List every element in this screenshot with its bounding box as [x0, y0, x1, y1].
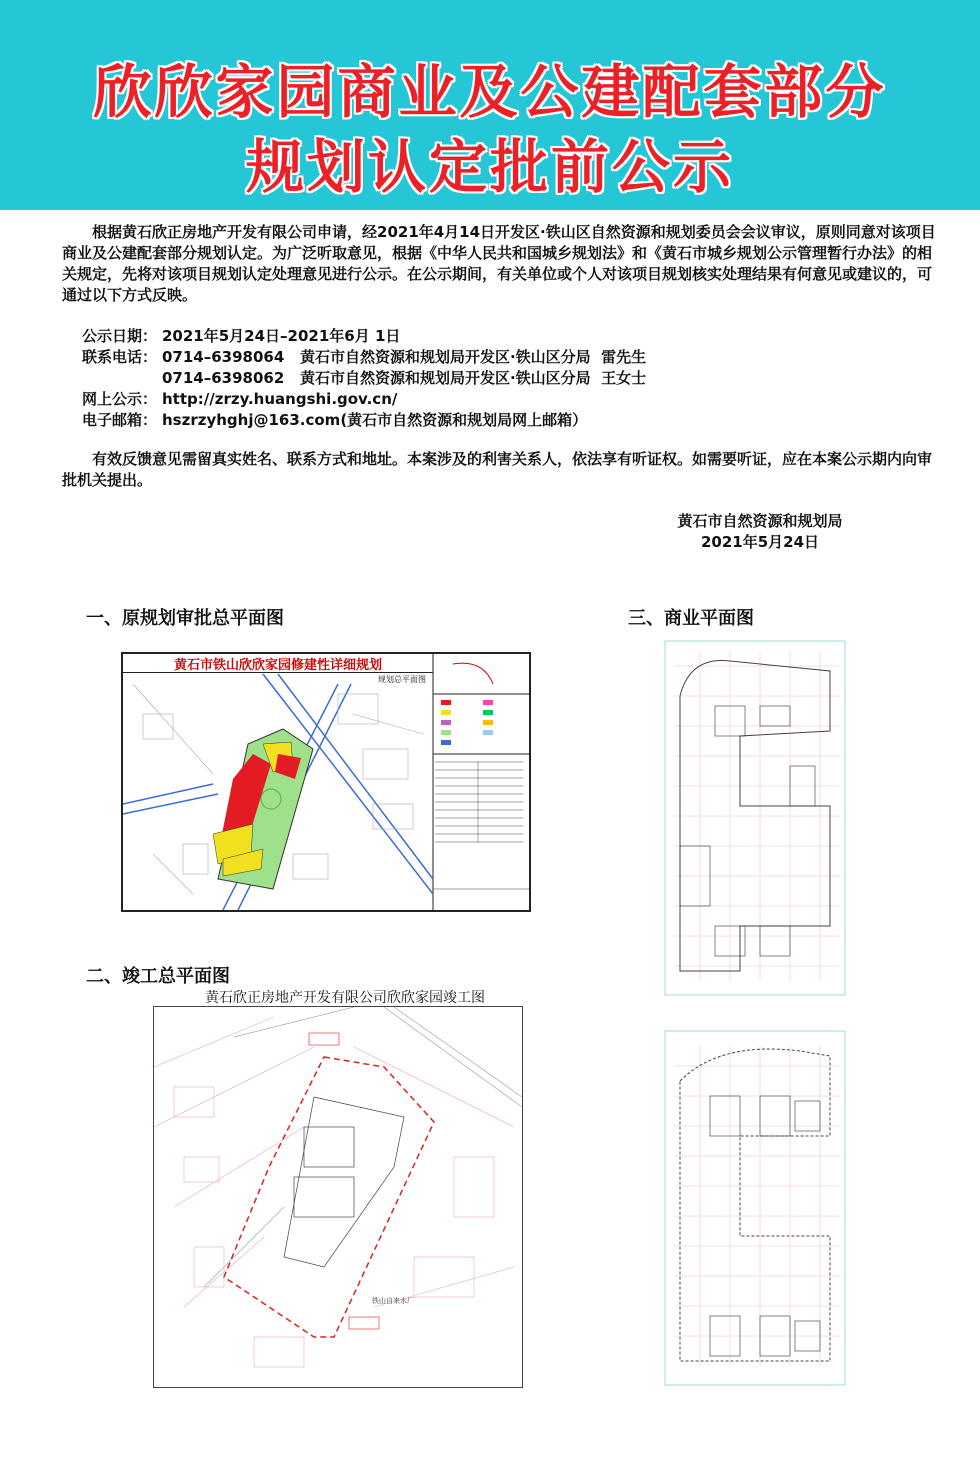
commercial-plan-2-drawing [660, 1026, 850, 1390]
original-plan-subtitle: 规划总平面图 [378, 675, 426, 684]
signature-date: 2021年5月24日 [700, 533, 820, 551]
water-plant-label: 铁山自来水厂 [372, 1297, 414, 1305]
date-row [82, 326, 646, 347]
completion-map-title: 黄石欣正房地产开发有限公司欣欣家园竣工图 [205, 990, 485, 1006]
commercial-plan-1-drawing [660, 636, 850, 1000]
date-value: 2021年5月24日–2021年6月 1日 [162, 327, 401, 345]
phone-row-2 [82, 368, 646, 389]
original-plan-title: 黄石市铁山欣欣家园修建性详细规划 [123, 654, 433, 673]
commercial-plan-2 [660, 1026, 850, 1390]
email-link[interactable]: hszrzyhghj@163.com(黄石市自然资源和规划局网上邮箱） [162, 411, 588, 429]
title-line-2: 规划认定批前公示 [245, 133, 734, 201]
feedback-note: 有效反馈意见需留真实姓名、联系方式和地址。本案涉及的利害关系人，依法享有听证权。如需要听证，应在本案公示期内向审批机关提出。 [62, 450, 933, 489]
web-label: 网上公示： [82, 390, 158, 408]
commercial-plan-1 [660, 636, 850, 1000]
notice-paragraph: 根据黄石欣正房地产开发有限公司申请，经2021年4月14日开发区·铁山区自然资源和规划委员会会议审议，原则同意对该项目商业及公建配套部分规划认定。为广泛听取意见，根据《中华人民共和国城乡规划法》和《黄石市城乡规划公示管理暂行办法》的相关规定，先将对该项目规划认定处理意见进行公示。在公示期间，有关单位或个人对该项目规划核实处理结果有何意见或建议的，可通过以下方式反映。 [62, 223, 936, 304]
web-link[interactable]: http://zrzy.huangshi.gov.cn/ [162, 390, 398, 408]
original-plan-drawing [123, 654, 529, 910]
section-1-heading: 一、原规划审批总平面图 [86, 608, 284, 629]
phone-value-2: 0714–6398062 黄石市自然资源和规划局开发区·铁山区分局 王女士 [162, 369, 647, 387]
phone-row-1 [82, 347, 646, 368]
section-2-heading: 二、竣工总平面图 [86, 966, 230, 987]
phone-label-spacer [82, 368, 162, 389]
web-row [82, 389, 646, 410]
phone-value-1: 0714–6398064 黄石市自然资源和规划局开发区·铁山区分局 雷先生 [162, 348, 647, 366]
section-3-heading: 三、商业平面图 [628, 608, 754, 629]
signature [640, 511, 880, 553]
header-banner [0, 0, 980, 210]
original-plan-map [121, 652, 531, 912]
date-label: 公示日期： [82, 327, 158, 345]
completion-map-drawing [154, 1007, 522, 1387]
email-row [82, 410, 646, 431]
completion-map [153, 1006, 523, 1388]
notice-body [62, 222, 946, 306]
title-line-1: 欣欣家园商业及公建配套部分 [93, 58, 887, 126]
email-label: 电子邮箱： [82, 411, 158, 429]
contact-info [82, 326, 646, 431]
phone-label: 联系电话： [82, 348, 158, 366]
signature-org: 黄石市自然资源和规划局 [677, 512, 843, 530]
